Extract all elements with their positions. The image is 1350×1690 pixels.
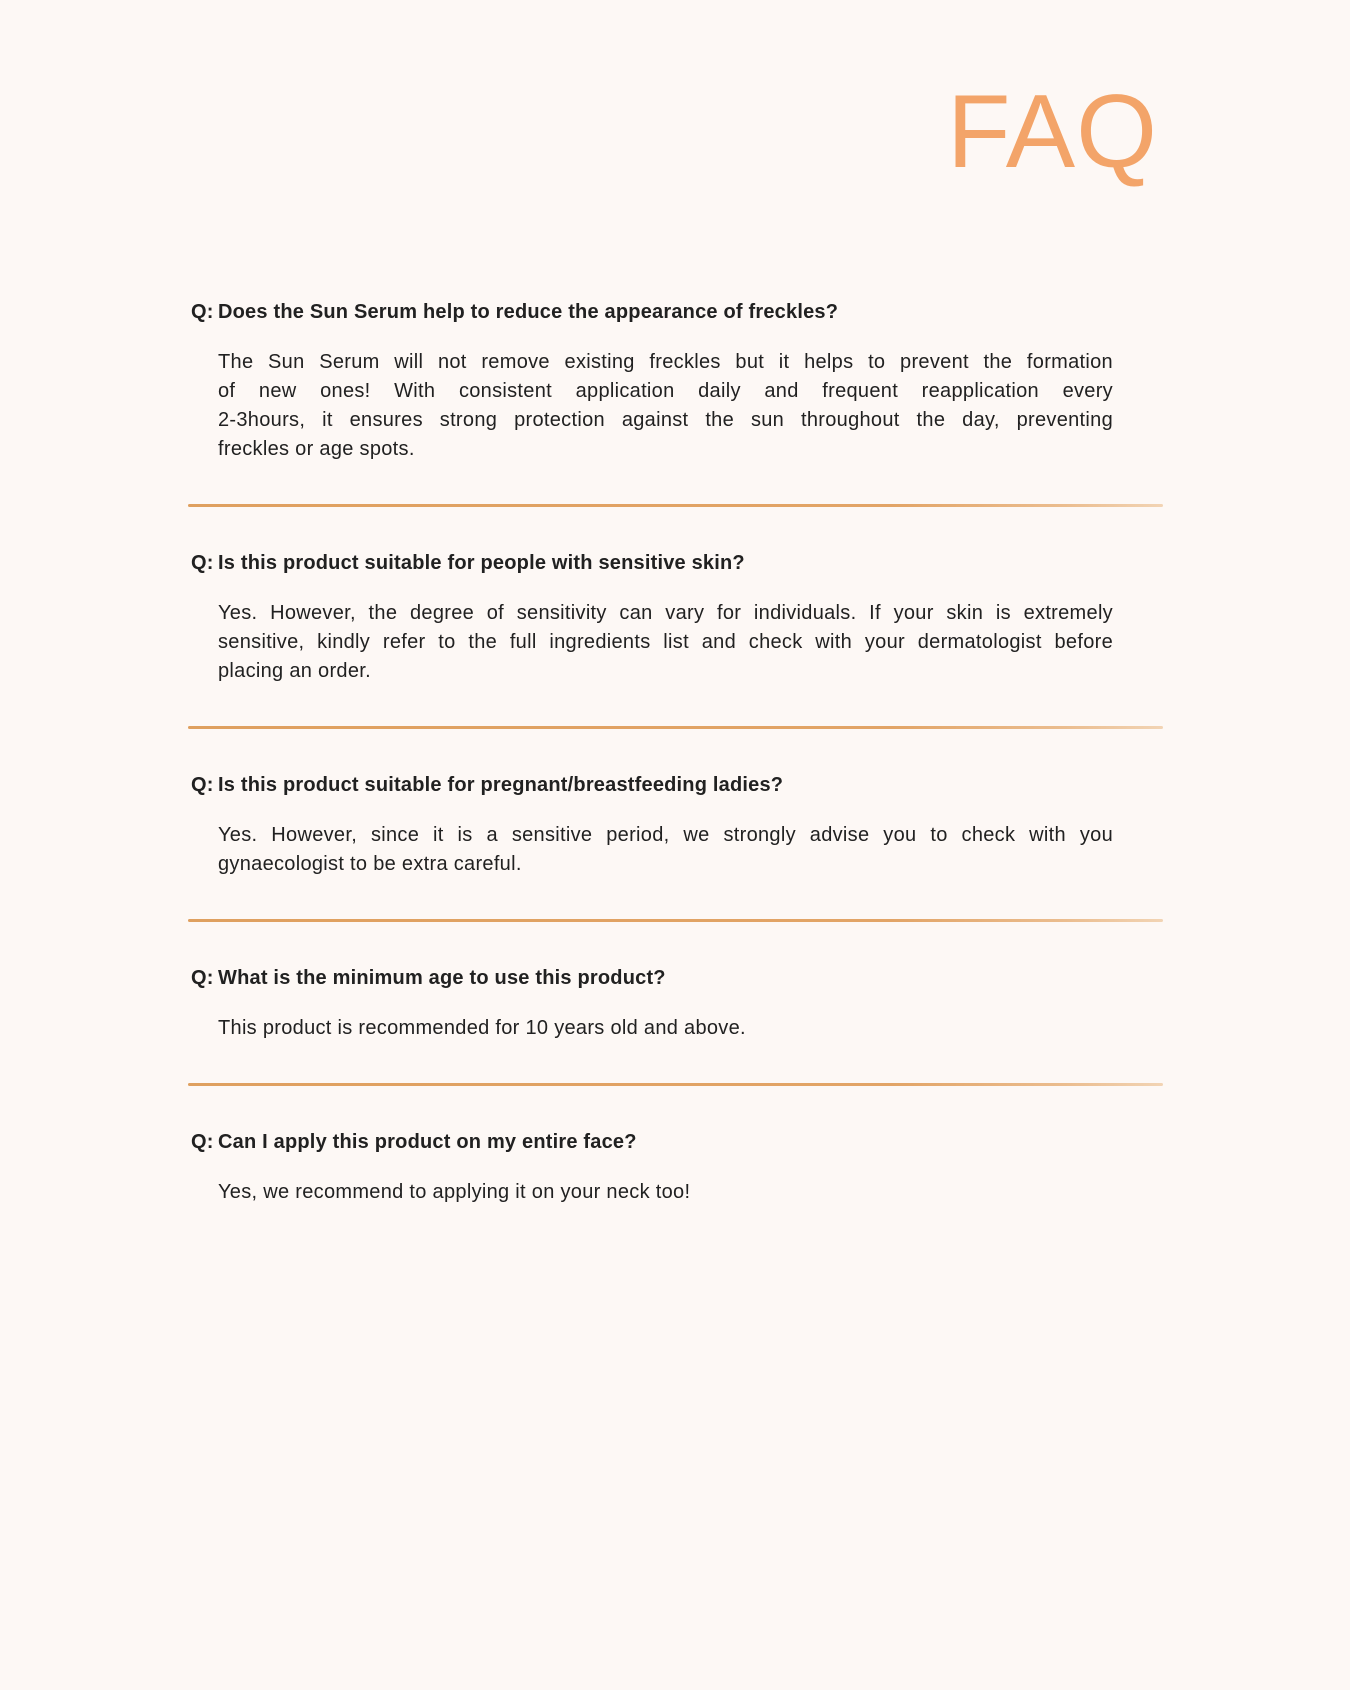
answer-paragraph <box>218 821 1113 879</box>
question-row <box>0 1128 1350 1157</box>
question-text: Can I apply this product on my entire face? <box>218 1131 637 1153</box>
answer-paragraph <box>218 1014 1113 1043</box>
faq-section <box>0 771 1350 879</box>
faq-section <box>0 964 1350 1043</box>
answer-line: Yes. However, the degree of sensitivity can vary for individuals. If your skin is extremely <box>218 602 1113 624</box>
question-row <box>0 771 1350 800</box>
answer-line: of new ones! With consistent application daily and frequent reapplication every <box>218 380 1113 402</box>
answer-line: gynaecologist to be extra careful. <box>218 853 522 875</box>
answer-line: Yes, we recommend to applying it on your neck too! <box>218 1181 691 1203</box>
answer-paragraph <box>218 1178 1113 1207</box>
q-label: Q: <box>191 774 214 796</box>
question-text: Is this product suitable for pregnant/breastfeeding ladies? <box>218 774 784 796</box>
question-text: Is this product suitable for people with sensitive skin? <box>218 552 745 574</box>
answer-line: Yes. However, since it is a sensitive period, we strongly advise you to check with you <box>218 824 1113 846</box>
faq-section <box>0 298 1350 464</box>
answer-line: sensitive, kindly refer to the full ingredients list and check with your dermatologist before <box>218 631 1113 653</box>
faq-section <box>0 549 1350 686</box>
section-divider <box>188 919 1163 922</box>
answer-line: 2-3hours, it ensures strong protection against the sun throughout the day, preventing <box>218 409 1113 431</box>
q-label: Q: <box>191 1131 214 1153</box>
answer-paragraph <box>218 348 1113 464</box>
section-divider <box>188 504 1163 507</box>
question-row <box>0 298 1350 327</box>
question-text: Does the Sun Serum help to reduce the appearance of freckles? <box>218 301 839 323</box>
q-label: Q: <box>191 967 214 989</box>
q-label: Q: <box>191 301 214 323</box>
question-row <box>0 964 1350 993</box>
q-label: Q: <box>191 552 214 574</box>
answer-line: The Sun Serum will not remove existing freckles but it helps to prevent the formation <box>218 351 1113 373</box>
section-divider <box>188 1083 1163 1086</box>
question-text: What is the minimum age to use this product? <box>218 967 666 989</box>
page-title: FAQ <box>946 74 1158 190</box>
answer-line: placing an order. <box>218 660 371 682</box>
faq-content <box>0 298 1350 1207</box>
answer-line: This product is recommended for 10 years old and above. <box>218 1017 746 1039</box>
section-divider <box>188 726 1163 729</box>
faq-section <box>0 1128 1350 1207</box>
answer-paragraph <box>218 599 1113 686</box>
answer-line: freckles or age spots. <box>218 438 415 460</box>
question-row <box>0 549 1350 578</box>
